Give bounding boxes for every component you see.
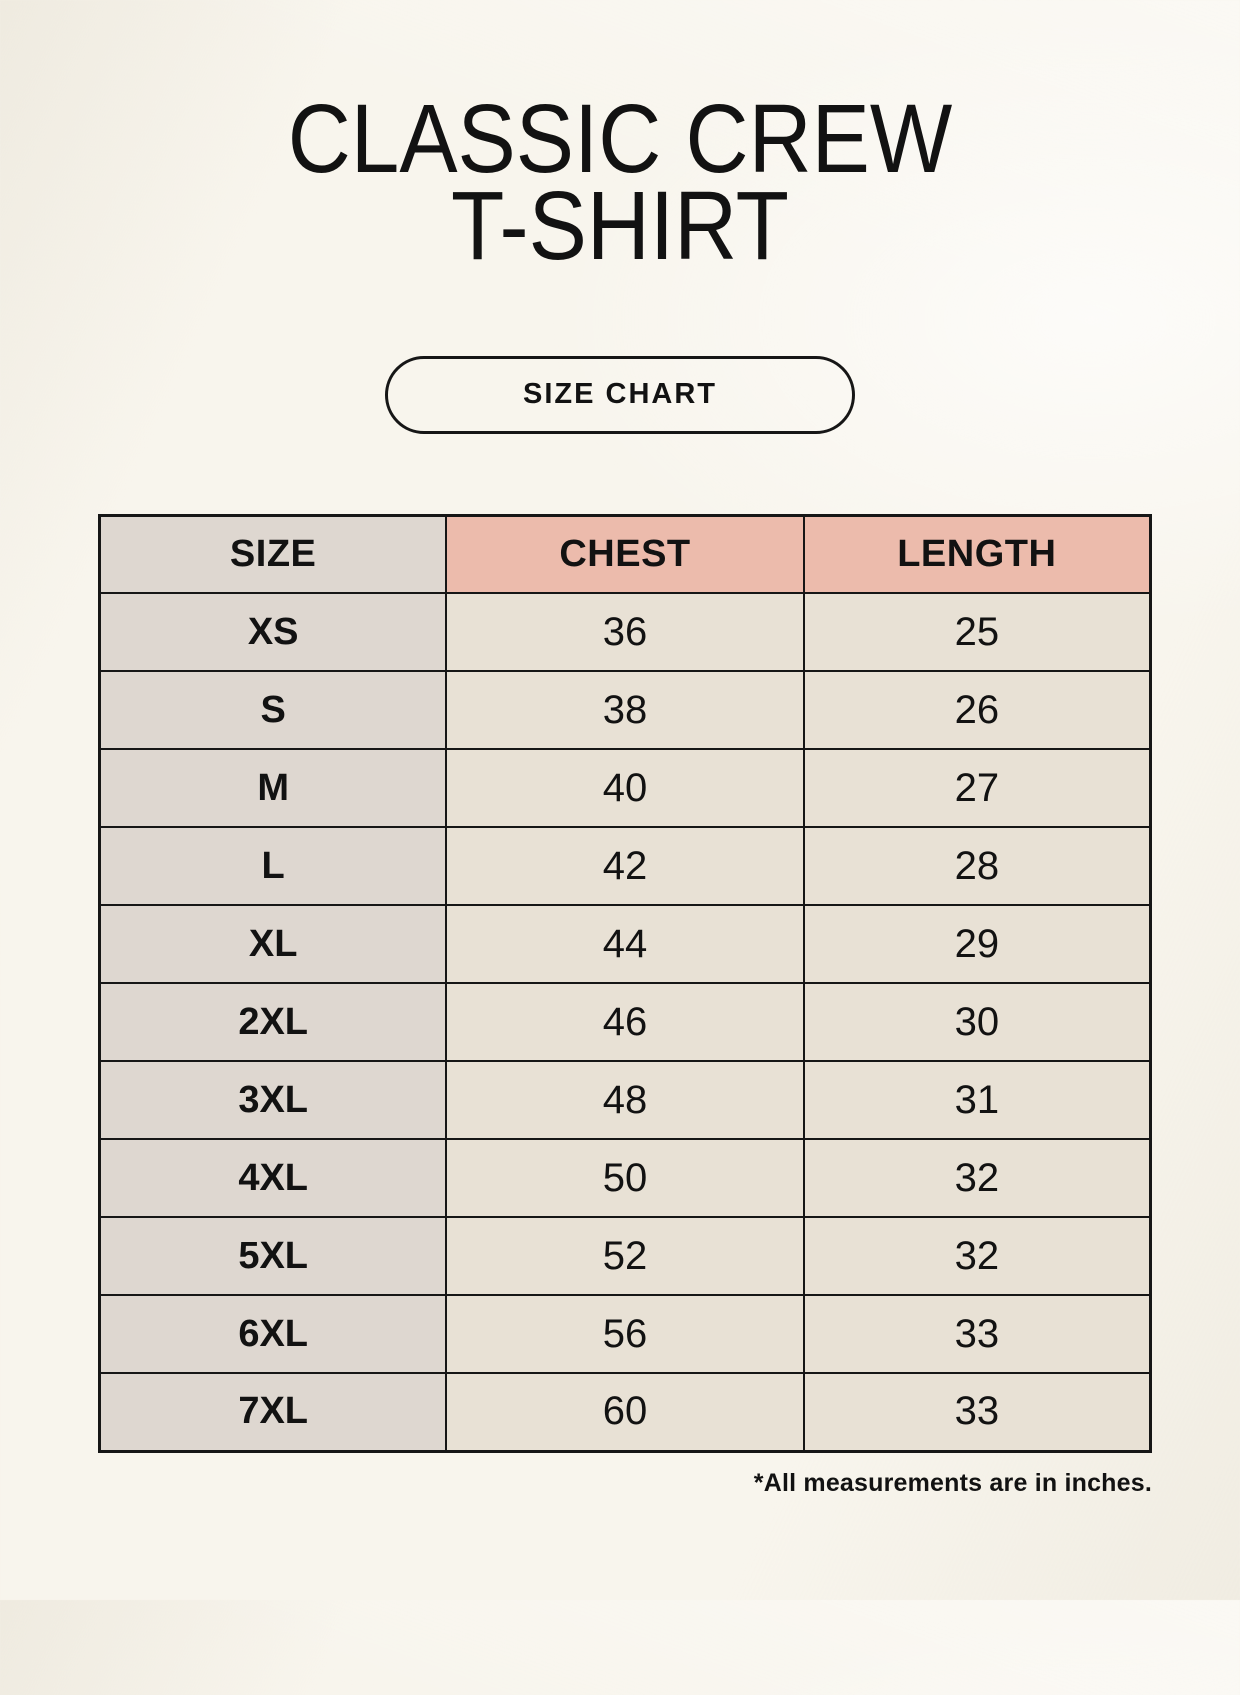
page-title — [0, 84, 1240, 281]
measurements-note: *All measurements are in inches. — [753, 1468, 1152, 1497]
length-cell: 32 — [804, 1217, 1151, 1295]
chest-cell: 48 — [446, 1061, 803, 1139]
chest-cell: 60 — [446, 1373, 803, 1451]
length-cell: 25 — [804, 593, 1151, 671]
size-cell: 7XL — [100, 1373, 447, 1451]
table-row — [100, 1061, 1151, 1139]
table-row — [100, 1373, 1151, 1451]
length-cell: 28 — [804, 827, 1151, 905]
table-row — [100, 827, 1151, 905]
size-cell: M — [100, 749, 447, 827]
table-row — [100, 749, 1151, 827]
size-cell: 4XL — [100, 1139, 447, 1217]
table-row — [100, 983, 1151, 1061]
size-chart-badge-label: SIZE CHART — [523, 378, 717, 411]
length-cell: 32 — [804, 1139, 1151, 1217]
size-cell: S — [100, 671, 447, 749]
chest-cell: 50 — [446, 1139, 803, 1217]
size-table-container — [98, 514, 1152, 1453]
length-cell: 31 — [804, 1061, 1151, 1139]
column-header-chest: CHEST — [446, 515, 803, 593]
chest-cell: 56 — [446, 1295, 803, 1373]
column-header-size: SIZE — [100, 515, 447, 593]
size-cell: XS — [100, 593, 447, 671]
size-chart-page — [0, 84, 1240, 1695]
size-cell: 3XL — [100, 1061, 447, 1139]
chest-cell: 52 — [446, 1217, 803, 1295]
chest-cell: 38 — [446, 671, 803, 749]
chest-cell: 44 — [446, 905, 803, 983]
table-header-row — [100, 515, 1151, 593]
size-cell: 5XL — [100, 1217, 447, 1295]
page-title-line-1: CLASSIC CREW — [287, 84, 953, 193]
length-cell: 26 — [804, 671, 1151, 749]
page-title-line-2: T-SHIRT — [451, 171, 789, 281]
chest-cell: 46 — [446, 983, 803, 1061]
length-cell: 29 — [804, 905, 1151, 983]
table-row — [100, 593, 1151, 671]
size-cell: XL — [100, 905, 447, 983]
length-cell: 27 — [804, 749, 1151, 827]
chest-cell: 42 — [446, 827, 803, 905]
table-row — [100, 671, 1151, 749]
length-cell: 33 — [804, 1373, 1151, 1451]
table-row — [100, 905, 1151, 983]
table-row — [100, 1295, 1151, 1373]
size-cell: 6XL — [100, 1295, 447, 1373]
size-chart-table — [98, 514, 1152, 1453]
table-row — [100, 1217, 1151, 1295]
size-cell: 2XL — [100, 983, 447, 1061]
column-header-length: LENGTH — [804, 515, 1151, 593]
size-cell: L — [100, 827, 447, 905]
size-chart-badge[interactable] — [385, 356, 855, 434]
chest-cell: 36 — [446, 593, 803, 671]
length-cell: 30 — [804, 983, 1151, 1061]
chest-cell: 40 — [446, 749, 803, 827]
table-row — [100, 1139, 1151, 1217]
length-cell: 33 — [804, 1295, 1151, 1373]
